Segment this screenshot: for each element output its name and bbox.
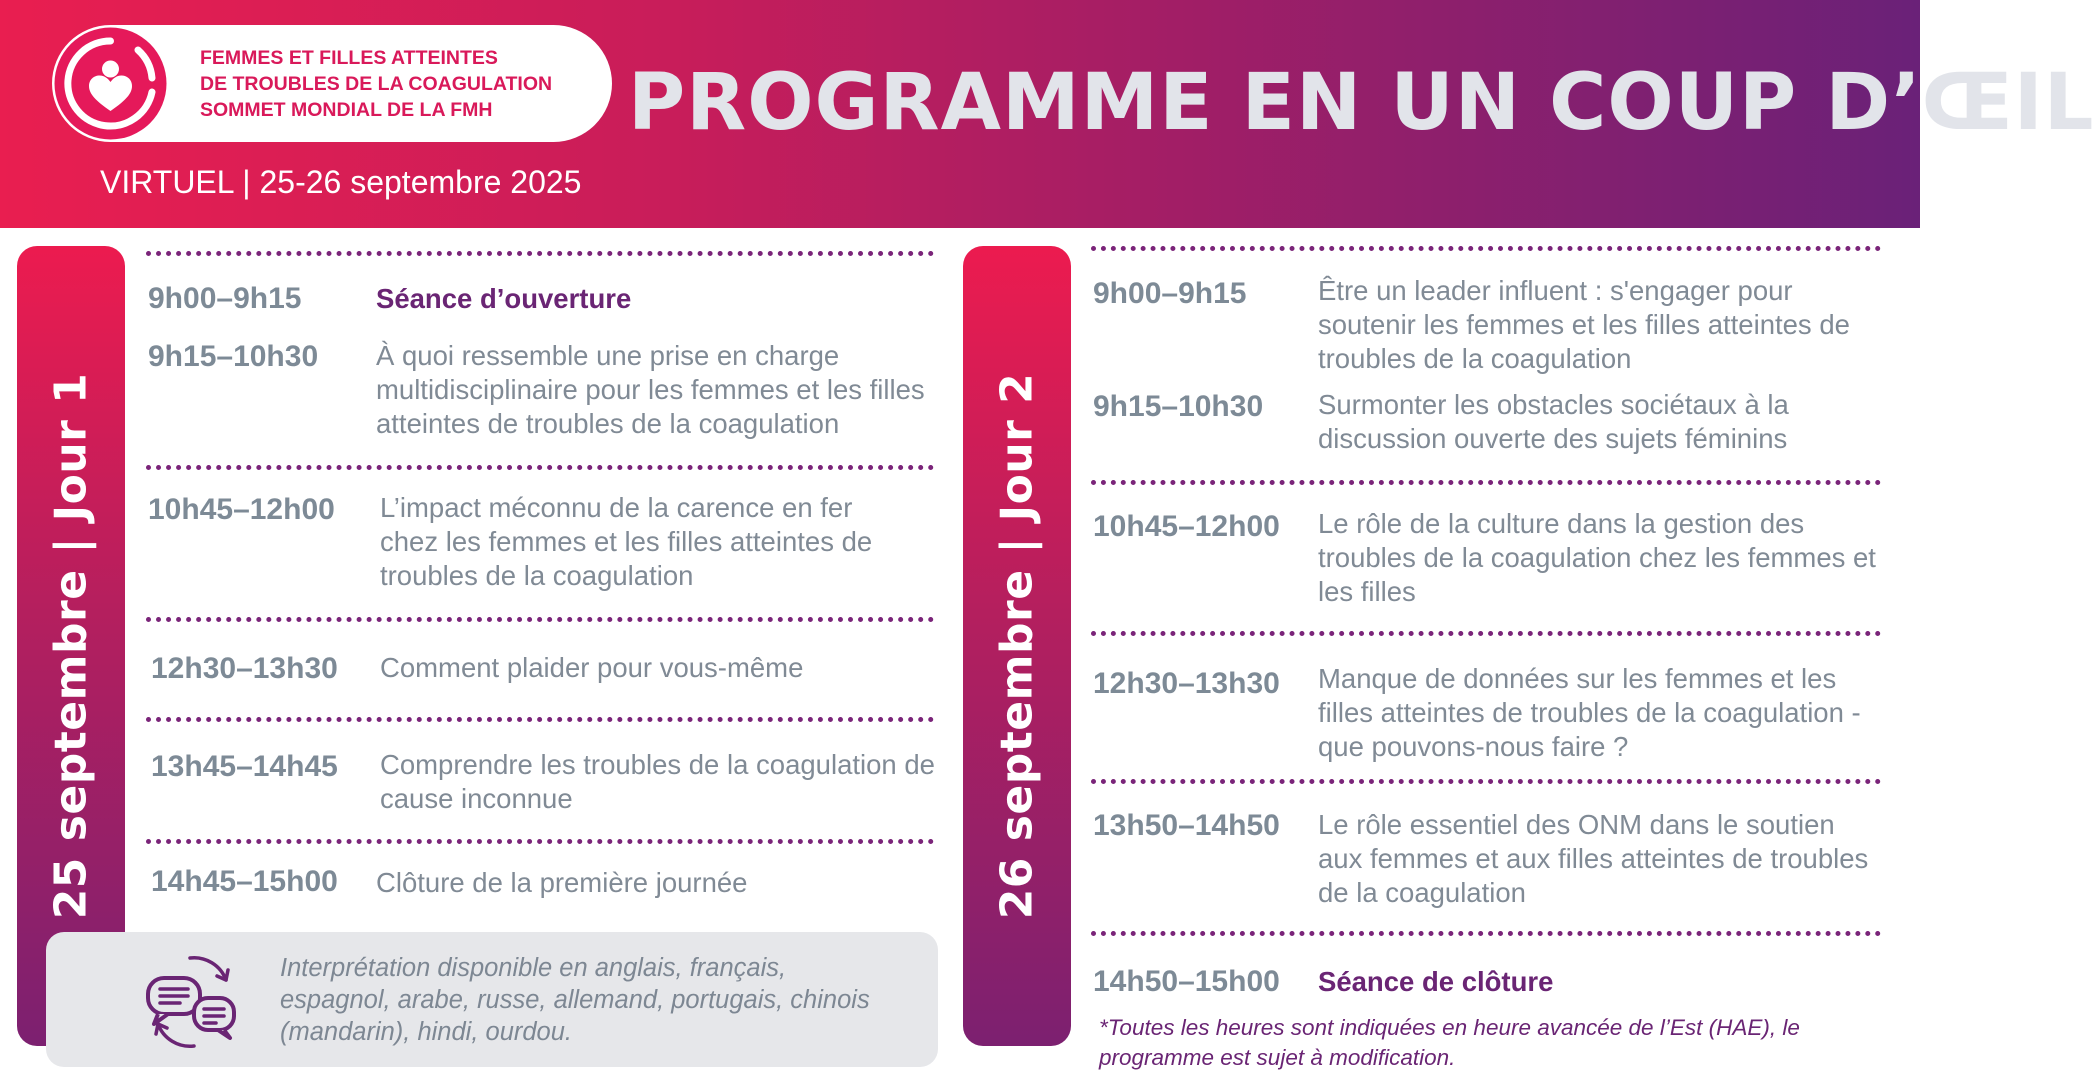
day1-session-time: 12h30–13h30: [151, 652, 338, 685]
day2-session-time: 13h50–14h50: [1093, 809, 1280, 842]
day1-session-title: À quoi ressemble une prise en charge multidisciplinaire pour les femmes et les filles atteintes de troubles de la coagulation: [376, 340, 925, 439]
day2-label: 26 septembre | Jour 2: [991, 372, 1043, 920]
logo-text: [200, 45, 600, 123]
day2-divider: [1091, 246, 1881, 251]
day1-session-title: Clôture de la première journée: [376, 867, 748, 898]
day2-session-time: 9h15–10h30: [1093, 390, 1264, 423]
day1-divider: [146, 617, 934, 622]
day1-sidebar: [17, 246, 125, 1046]
day2-session-title: Le rôle essentiel des ONM dans le soutien aux femmes et aux filles atteintes de troubles de la coagulation: [1318, 809, 1869, 908]
day1-session-time: 14h45–15h00: [151, 865, 338, 898]
speech-bubbles-icon: [142, 952, 242, 1052]
day2-session-title: Être un leader influent : s'engager pour soutenir les femmes et les filles atteintes de troubles de la coagulation: [1318, 275, 1850, 374]
header-banner: [0, 0, 2095, 228]
day2-divider: [1091, 480, 1881, 485]
day1-label: 25 septembre | Jour 1: [45, 372, 97, 920]
day2-session-title: Le rôle de la culture dans la gestion des troubles de la coagulation chez les femmes et les filles: [1318, 508, 1876, 607]
day1-session-title: Comprendre les troubles de la coagulation de cause inconnue: [380, 749, 935, 814]
heart-person-logo-icon: [52, 25, 169, 142]
day1-session-title: Comment plaider pour vous-même: [380, 652, 804, 683]
day2-divider: [1091, 631, 1881, 636]
day2-divider: [1091, 931, 1881, 936]
day2-session-time: 10h45–12h00: [1093, 510, 1280, 543]
day2-session-title: Surmonter les obstacles sociétaux à la discussion ouverte des sujets féminins: [1318, 389, 1789, 454]
day1-session-time: 13h45–14h45: [151, 750, 338, 783]
schedule-footnote: *Toutes les heures sont indiquées en heure avancée de l’Est (HAE), le programme est sujet à modification.: [1099, 1015, 1800, 1070]
day1-session-time: 9h15–10h30: [148, 340, 319, 373]
interpretation-text: Interprétation disponible en anglais, français, espagnol, arabe, russe, allemand, portugais, chinois (mandarin), hindi, ourdou.: [280, 954, 870, 1046]
event-subtitle: VIRTUEL | 25-26 septembre 2025: [100, 164, 582, 200]
day1-divider: [146, 465, 934, 470]
day1-divider: [146, 839, 934, 844]
day2-session-title: Manque de données sur les femmes et les filles atteintes de troubles de la coagulation - que pouvons-nous faire ?: [1318, 663, 1861, 762]
day1-divider: [146, 717, 934, 722]
interpretation-notice: [46, 932, 938, 1067]
day2-session-time: 12h30–13h30: [1093, 667, 1280, 700]
day2-sidebar: [963, 246, 1071, 1046]
day2-session-time: 9h00–9h15: [1093, 277, 1247, 310]
logo-badge: [52, 25, 612, 142]
day1-session-time: 9h00–9h15: [148, 282, 302, 315]
day2-session-time: 14h50–15h00: [1093, 965, 1280, 998]
logo-line-2: DE TROUBLES DE LA COAGULATION: [200, 73, 553, 95]
day2-divider: [1091, 779, 1881, 784]
day1-divider: [146, 251, 934, 256]
logo-line-3: SOMMET MONDIAL DE LA FMH: [200, 99, 493, 121]
day1-session-title: Séance d’ouverture: [376, 283, 632, 314]
day1-session-title: L’impact méconnu de la carence en fer chez les femmes et les filles atteintes de troubles de la coagulation: [380, 492, 873, 591]
day2-session-title: Séance de clôture: [1318, 966, 1554, 997]
logo-line-1: FEMMES ET FILLES ATTEINTES: [200, 47, 498, 69]
page-title: PROGRAMME EN UN COUP D’ŒIL: [628, 58, 2095, 148]
day1-session-time: 10h45–12h00: [148, 493, 335, 526]
